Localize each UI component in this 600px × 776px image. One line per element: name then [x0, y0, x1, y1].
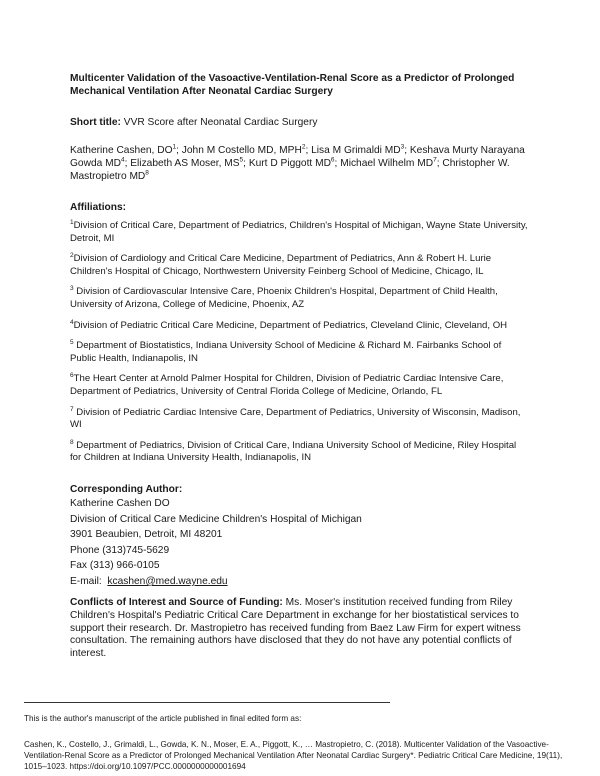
- author: Lisa M Grimaldi MD: [311, 145, 401, 156]
- affiliation-item: [70, 440, 530, 465]
- affiliation-text: Division of Pediatric Critical Care Medicine, Department of Pediatrics, Cleveland Clinic, Cleveland, OH: [73, 319, 508, 331]
- author-sup: 1: [172, 143, 177, 151]
- affiliation-item: [70, 340, 530, 365]
- corresponding-email-row: [70, 574, 530, 590]
- author-sup: 6: [330, 156, 335, 164]
- short-title-label: Short title:: [70, 117, 121, 128]
- affiliation-sup: 6: [70, 372, 74, 380]
- author: Kurt D Piggott MD: [248, 158, 331, 169]
- author-sup: 5: [239, 156, 244, 164]
- affiliation-sup: 3: [70, 285, 74, 293]
- affiliations-heading: Affiliations:: [70, 202, 127, 213]
- author: Katherine Cashen, DO: [70, 145, 173, 156]
- affiliation-sup: 1: [70, 218, 74, 226]
- affiliation-item: [70, 407, 530, 432]
- corresponding-block: [70, 496, 530, 590]
- affiliation-text: Division of Pediatric Cardiac Intensive Care, Department of Pediatrics, University of Wisconsin, Madison, WI: [70, 406, 521, 431]
- affiliation-item: [70, 320, 530, 333]
- corresponding-address: 3901 Beaubien, Detroit, MI 48201: [70, 529, 223, 541]
- corresponding-heading: Corresponding Author:: [70, 483, 183, 495]
- affiliation-text: Division of Critical Care, Department of Pediatrics, Children's Hospital of Michigan, Wayne State University, Detroit, MI: [70, 220, 528, 244]
- author: John M Costello MD, MPH: [181, 145, 302, 156]
- corresponding-name: Katherine Cashen DO: [70, 497, 170, 509]
- corresponding-fax: Fax (313) 966-0105: [70, 560, 160, 572]
- affiliation-sup: 7: [70, 405, 74, 413]
- affiliation-text: The Heart Center at Arnold Palmer Hospital for Children, Division of Pediatric Cardiac Intensive Care, Department of Pediatrics, University of Central Florida College of Medicine, Orlando, FL: [70, 373, 504, 397]
- affiliation-sup: 4: [70, 318, 74, 326]
- affiliation-sup: 5: [70, 338, 74, 346]
- affiliation-item: [70, 286, 530, 311]
- author-sup: 8: [145, 169, 149, 177]
- short-title: [70, 116, 530, 129]
- manuscript-note: This is the author's manuscript of the article published in final edited form as:: [24, 714, 302, 723]
- affiliation-sup: 8: [70, 438, 74, 446]
- affiliation-text: Division of Cardiology and Critical Care Medicine, Department of Pediatrics, Ann & Robert H. Lurie Children's Hospital of Chicago, Northwestern University Feinberg School of Medicine, Chicago, IL: [70, 253, 492, 277]
- coi-heading: Conflicts of Interest and Source of Funding:: [70, 597, 283, 609]
- author-sup: 2: [301, 143, 306, 151]
- paper-title: Multicenter Validation of the Vasoactive-Ventilation-Renal Score as a Predictor of Prolonged Mechanical Ventilation After Neonatal Cardiac Surgery: [70, 73, 515, 97]
- conflicts-of-interest: [70, 597, 530, 660]
- author-sup: 4: [120, 156, 125, 164]
- author: Keshava Murty Narayana Gowda MD: [70, 145, 525, 169]
- author: Elizabeth AS Moser, MS: [130, 158, 240, 169]
- short-title-text: VVR Score after Neonatal Cardiac Surgery: [123, 117, 318, 128]
- manuscript-page: [70, 72, 530, 660]
- author-sup: 7: [433, 156, 437, 164]
- affiliation-text: Division of Cardiovascular Intensive Care, Phoenix Children's Hospital, Department of Child Health, University of Arizona, College of Medicine, Phoenix, AZ: [70, 286, 498, 310]
- affiliation-text: Department of Biostatistics, Indiana University School of Medicine & Richard M. Fairbanks School of Public Health, Indianapolis, IN: [70, 340, 502, 364]
- email-label: E-mail:: [70, 575, 102, 587]
- citation: Cashen, K., Costello, J., Grimaldi, L., Gowda, K. N., Moser, E. A., Piggott, K., … Mastropietro, C. (2018). Multicenter Validation of the Vasoactive-Ventilation-Renal Score as a Predictor of Prolonged Mechanical Ventilation After Neonatal Cardiac Surgery*. Pediatric Critical Care Medicine, 19(11), 1015–1023. https://doi.org/10.1097/PCC.0000000000001694: [24, 740, 563, 771]
- affiliation-item: [70, 220, 530, 245]
- corresponding-phone: Phone (313)745-5629: [70, 544, 170, 556]
- affiliation-item: [70, 373, 530, 398]
- author: Michael Wilhelm MD: [340, 158, 434, 169]
- affiliation-item: [70, 253, 530, 278]
- corresponding-dept: Division of Critical Care Medicine Children's Hospital of Michigan: [70, 513, 362, 525]
- footnote-divider: [24, 702, 390, 703]
- author-sup: 3: [400, 143, 405, 151]
- affiliation-sup: 2: [70, 252, 74, 259]
- author: Christopher W. Mastropietro MD: [70, 158, 510, 182]
- coi-text: Ms. Moser's institution received funding from Riley Children's Hospital's Pediatric Critical Care Department in exchange for her biostatistical services to support their research. Dr. Mastropietro has received funding from Baez Law Firm for expert witness consultation. The remaining authors have disclosed that they do not have any potential conflicts of interest.: [70, 597, 521, 659]
- affiliation-text: Department of Pediatrics, Division of Critical Care, Indiana University School of Medicine, Riley Hospital for Children at Indiana University Health, Indianapolis, IN: [70, 439, 517, 464]
- email-link[interactable]: kcashen@med.wayne.edu: [107, 575, 228, 587]
- author-list: Katherine Cashen, $DO^1$; John M Costello MD, MPH$^2$; Lisa M Grimaldi $MD^3$; Keshava Murty Narayana Gowda $MD^4$; Elizabeth AS Moser, $MS^5$; Kurt D Piggott $MD^6$; Michael Wilhelm $MD^7$; Christopher W. Mastropietro $MD^8$: [70, 143, 525, 182]
